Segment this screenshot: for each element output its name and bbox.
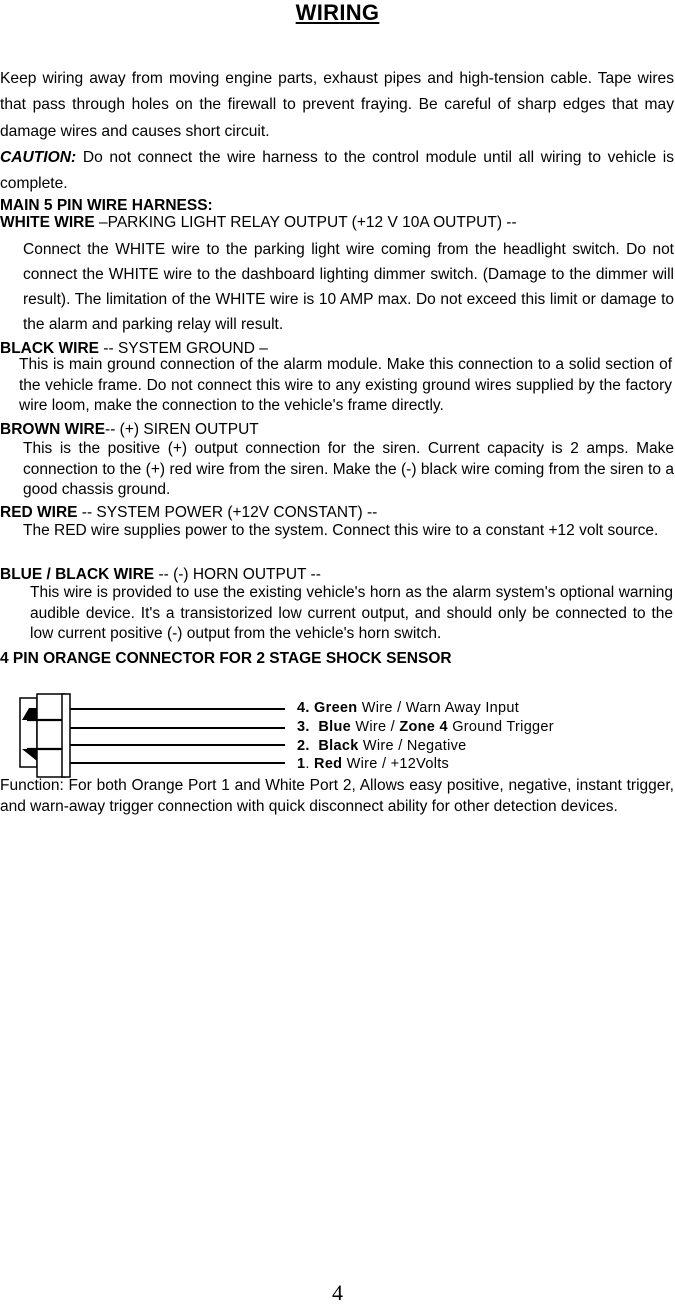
- red-wire-description: The RED wire supplies power to the system. Connect this wire to a constant +12 volt source.: [23, 522, 659, 539]
- function-paragraph: Function: For both Orange Port 1 and White Port 2, Allows easy positive, negative, instant trigger, and warn-away trigger connection with quick disconnect ability for other detection devices.: [0, 777, 674, 815]
- page-number: 4: [332, 1280, 343, 1305]
- red-wire-name: RED WIRE: [0, 504, 78, 521]
- caution-paragraph: [0, 145, 674, 198]
- blue-black-wire-header: [0, 566, 321, 584]
- caution-text: Do not connect the wire harness to the control module until all wiring to vehicle is complete.: [0, 149, 674, 193]
- black-wire-name: BLACK WIRE: [0, 340, 100, 357]
- red-wire-header: [0, 504, 377, 522]
- connector-pin-1-label: 1. Red Wire / +12Volts: [297, 756, 450, 772]
- black-wire-function: -- SYSTEM GROUND –: [99, 340, 268, 357]
- harness-heading: MAIN 5 PIN WIRE HARNESS:: [0, 197, 213, 214]
- blue-black-wire-function: -- (-) HORN OUTPUT --: [154, 566, 321, 583]
- black-wire-description: This is main ground connection of the alarm module. Make this connection to a solid section of the vehicle frame. Do not connect this wire to any existing ground wires supplied by the factory wire loom, make the connection to the vehicle's frame directly.: [19, 356, 672, 415]
- intro-paragraph: Keep wiring away from moving engine parts, exhaust pipes and high-tension cable. Tape wires that pass through holes on the firewall to prevent fraying. Be careful of sharp edges that may damage wires and causes short circuit.: [0, 70, 674, 140]
- brown-wire-name: BROWN WIRE: [0, 421, 106, 438]
- connector-pin-4-label: 4. Green Wire / Warn Away Input: [297, 700, 520, 716]
- orange-connector-diagram: [0, 688, 300, 780]
- connector-heading: 4 PIN ORANGE CONNECTOR FOR 2 STAGE SHOCK SENSOR: [0, 650, 452, 667]
- blue-black-wire-name: BLUE / BLACK WIRE: [0, 566, 155, 583]
- connector-body: [37, 694, 65, 777]
- white-wire-function: –PARKING LIGHT RELAY OUTPUT (+12 V 10A OUTPUT) --: [94, 214, 517, 231]
- brown-wire-description: This is the positive (+) output connection for the siren. Current capacity is 2 amps. Make connection to the (+) red wire from the siren. Make the (-) black wire coming from the siren to a good chassis ground.: [23, 440, 674, 499]
- page-title: WIRING: [295, 0, 380, 25]
- caution-label: CAUTION:: [0, 149, 77, 166]
- white-wire-header: [0, 214, 517, 232]
- brown-wire-function: -- (+) SIREN OUTPUT: [105, 421, 259, 438]
- white-wire-description: Connect the WHITE wire to the parking light wire coming from the headlight switch. Do not connect the WHITE wire to the dashboard lighting dimmer switch. (Damage to the dimmer will result). The limitation of the WHITE wire is 10 AMP max. Do not exceed this limit or damage to the alarm and parking relay will result.: [23, 241, 674, 333]
- white-wire-name: WHITE WIRE: [0, 214, 95, 231]
- connector-pin-3-label: 3. Blue Wire / Zone 4 Ground Trigger: [297, 719, 554, 735]
- connector-face: [62, 694, 70, 777]
- brown-wire-header: [0, 421, 259, 439]
- wire-leads: [70, 709, 285, 763]
- red-wire-function: -- SYSTEM POWER (+12V CONSTANT) --: [77, 504, 378, 521]
- connector-pin-2-label: 2. Black Wire / Negative: [297, 738, 467, 754]
- blue-black-wire-description: This wire is provided to use the existing vehicle's horn as the alarm system's optional warning audible device. It's a transistorized low current output, and should only be connected to the low current positive (-) output from the vehicle's horn switch.: [30, 584, 673, 643]
